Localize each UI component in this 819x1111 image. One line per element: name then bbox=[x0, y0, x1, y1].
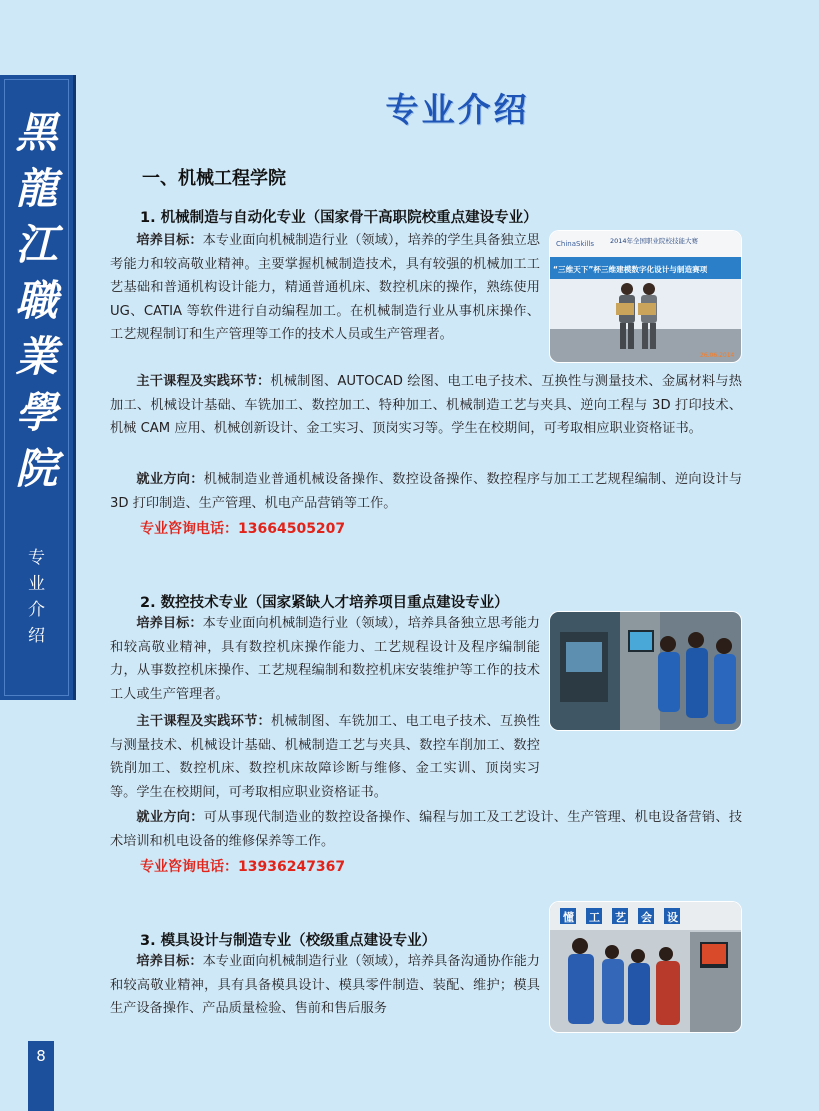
section-label-char: 专 bbox=[28, 548, 45, 568]
banner-char: 懂 bbox=[563, 911, 574, 924]
major-2-heading: 2. 数控技术专业（国家紧缺人才培养项目重点建设专业） bbox=[140, 595, 509, 611]
school-name-char: 龍 bbox=[15, 164, 58, 213]
page-title: 专业介绍 bbox=[385, 90, 530, 129]
page-number: 8 bbox=[28, 1041, 54, 1111]
banner-char: 设 bbox=[667, 911, 678, 924]
banner-headline-text: “三维天下”杯三维建模数字化设计与制造赛项 bbox=[553, 265, 708, 274]
competition-photo bbox=[550, 231, 741, 362]
major-2-hotline: 专业咨询电话：13936247367 bbox=[140, 859, 346, 875]
courses-text: 机械制图、车铣加工、电工电子技术、互换性与测量技术、机械设计基础、机械制造工艺与夹具、数控车削加工、数控铣削加工、数控机床、数控机床故障诊断与维修、金工实训、顶岗实习等。学生在校期间，可考取相应职业资格证书。 bbox=[110, 714, 541, 800]
career-text: 机械制造业普通机械设备操作、数控设备操作、数控程序与加工工艺规程编制、逆向设计与 3D 打印制造、生产管理、机电产品营销等工作。 bbox=[110, 472, 743, 511]
career-label: 就业方向： bbox=[136, 810, 204, 825]
banner-char: 会 bbox=[641, 911, 652, 924]
banner-char: 艺 bbox=[615, 911, 626, 924]
section-label-char: 绍 bbox=[28, 626, 45, 646]
goal-label: 培养目标： bbox=[136, 954, 203, 969]
school-name-vertical bbox=[0, 105, 73, 497]
major-3-heading: 3. 模具设计与制造专业（校级重点建设专业） bbox=[140, 933, 437, 949]
school-name-char: 院 bbox=[15, 444, 58, 493]
section-label-vertical bbox=[0, 545, 73, 649]
cnc-training-photo bbox=[550, 612, 741, 730]
courses-label: 主干课程及实践环节： bbox=[136, 374, 271, 389]
major-1-goal bbox=[110, 229, 540, 347]
major-1-heading: 1. 机械制造与自动化专业（国家骨干高职院校重点建设专业） bbox=[140, 210, 538, 226]
major-1-career bbox=[110, 468, 742, 515]
major-2-goal bbox=[110, 612, 540, 706]
section-label-char: 业 bbox=[28, 574, 45, 594]
courses-label: 主干课程及实践环节： bbox=[136, 714, 272, 729]
career-text: 可从事现代制造业的数控设备操作、编程与加工及工艺设计、生产管理、机电设备营销、技术培训和机电设备的维修保养等工作。 bbox=[110, 810, 743, 849]
mold-workshop-photo bbox=[550, 902, 741, 1032]
goal-text: 本专业面向机械制造行业（领域），培养具备沟通协作能力和较高敬业精神，具有具备模具设计、模具零件制造、装配、维护；模具生产设备操作、产品质量检验、售前和售后服务 bbox=[110, 954, 540, 1017]
major-1-courses bbox=[110, 370, 742, 441]
date-stamp-text: 26.06.2014 bbox=[700, 352, 735, 359]
career-label: 就业方向： bbox=[136, 472, 204, 487]
section-label-char: 介 bbox=[28, 600, 45, 620]
major-2-career bbox=[110, 806, 742, 853]
sidebar-banner bbox=[0, 75, 76, 700]
courses-text: 机械制图、AUTOCAD 绘图、电工电子技术、互换性与测量技术、金属材料与热加工、机械设计基础、车铣加工、数控加工、特种加工、机械制造工艺与夹具、逆向工程与 3D 打印技术、机械 CAM 应用、机械创新设计、金工实习、顶岗实习等。学生在校期间，可考取相应职业资格证书。 bbox=[110, 374, 742, 437]
banner-char: 工 bbox=[589, 911, 600, 924]
major-3-goal bbox=[110, 950, 540, 1021]
school-name-char: 黑 bbox=[15, 108, 58, 157]
banner-line-text: 2014年全国职业院校技能大赛 bbox=[610, 237, 699, 245]
goal-text: 本专业面向机械制造行业（领域），培养的学生具备独立思考能力和较高敬业精神。主要掌握机械制造技术，具有较强的机械加工工艺基础和普通机构设计能力，精通普通机床、数控机床的操作，熟练使用 UG、CATIA 等软件进行自动编程加工。在机械制造行业从事机床操作、工艺规程制订和生产管理等工作的技术人员或生产管理者。 bbox=[110, 233, 540, 343]
goal-text: 本专业面向机械制造行业（领域），培养具备独立思考能力和较高敬业精神，具有数控机床操作能力、工艺规程设计及程序编制能力，从事数控机床操作、工艺规程编制和数控机床安装维护等工作的技术工人或生产管理者。 bbox=[110, 616, 540, 702]
chinaskills-logo-text: ChinaSkills bbox=[556, 240, 594, 248]
school-name-char: 職 bbox=[15, 276, 58, 325]
college-heading: 一、机械工程学院 bbox=[142, 168, 286, 189]
school-name-char: 業 bbox=[15, 332, 58, 381]
school-name-char: 學 bbox=[15, 388, 58, 437]
school-name-char: 江 bbox=[15, 220, 58, 269]
goal-label: 培养目标： bbox=[136, 616, 203, 631]
major-1-hotline: 专业咨询电话：13664505207 bbox=[140, 521, 346, 537]
goal-label: 培养目标： bbox=[136, 233, 203, 248]
